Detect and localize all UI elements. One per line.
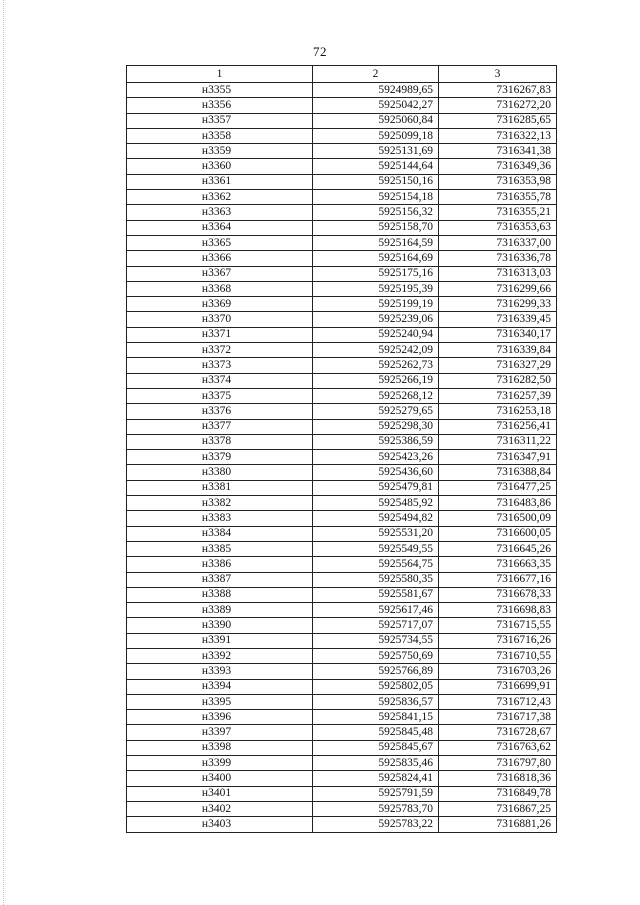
point-id-cell: н3363 — [127, 205, 313, 220]
table-row — [127, 98, 557, 113]
x-coordinate-cell: 5925581,67 — [313, 587, 439, 602]
x-coordinate-cell: 5925617,46 — [313, 603, 439, 618]
table-row — [127, 710, 557, 725]
table-row — [127, 404, 557, 419]
point-id-cell: н3379 — [127, 450, 313, 465]
point-id-cell: н3397 — [127, 725, 313, 740]
x-coordinate-cell: 5925824,41 — [313, 771, 439, 786]
point-id-cell: н3362 — [127, 190, 313, 205]
y-coordinate-cell: 7316341,38 — [439, 144, 557, 159]
table-row — [127, 618, 557, 633]
y-coordinate-cell: 7316867,25 — [439, 801, 557, 816]
x-coordinate-cell: 5925485,92 — [313, 496, 439, 511]
point-id-cell: н3388 — [127, 587, 313, 602]
x-coordinate-cell: 5925262,73 — [313, 358, 439, 373]
x-coordinate-cell: 5925150,16 — [313, 174, 439, 189]
y-coordinate-cell: 7316256,41 — [439, 419, 557, 434]
x-coordinate-cell: 5925239,06 — [313, 312, 439, 327]
x-coordinate-cell: 5925199,19 — [313, 297, 439, 312]
x-coordinate-cell: 5925835,46 — [313, 756, 439, 771]
point-id-cell: н3364 — [127, 220, 313, 235]
point-id-cell: н3382 — [127, 496, 313, 511]
table-row — [127, 235, 557, 250]
x-coordinate-cell: 5925099,18 — [313, 128, 439, 143]
table-row — [127, 419, 557, 434]
y-coordinate-cell: 7316337,00 — [439, 235, 557, 250]
point-id-cell: н3396 — [127, 710, 313, 725]
x-coordinate-cell: 5925734,55 — [313, 633, 439, 648]
table-row — [127, 771, 557, 786]
x-coordinate-cell: 5925580,35 — [313, 572, 439, 587]
header-col-1: 1 — [127, 66, 313, 83]
table-header — [127, 66, 557, 83]
y-coordinate-cell: 7316716,26 — [439, 633, 557, 648]
point-id-cell: н3395 — [127, 694, 313, 709]
scan-margin-line — [3, 0, 5, 905]
table-row — [127, 587, 557, 602]
y-coordinate-cell: 7316712,43 — [439, 694, 557, 709]
table-row — [127, 526, 557, 541]
table-row — [127, 756, 557, 771]
x-coordinate-cell: 5925268,12 — [313, 388, 439, 403]
x-coordinate-cell: 5925144,64 — [313, 159, 439, 174]
x-coordinate-cell: 5925158,70 — [313, 220, 439, 235]
x-coordinate-cell: 5925164,69 — [313, 251, 439, 266]
x-coordinate-cell: 5925195,39 — [313, 281, 439, 296]
y-coordinate-cell: 7316353,98 — [439, 174, 557, 189]
table-row — [127, 633, 557, 648]
x-coordinate-cell: 5925802,05 — [313, 679, 439, 694]
table-row — [127, 251, 557, 266]
y-coordinate-cell: 7316715,55 — [439, 618, 557, 633]
y-coordinate-cell: 7316818,36 — [439, 771, 557, 786]
y-coordinate-cell: 7316388,84 — [439, 465, 557, 480]
x-coordinate-cell: 5925836,57 — [313, 694, 439, 709]
y-coordinate-cell: 7316340,17 — [439, 327, 557, 342]
x-coordinate-cell: 5925783,22 — [313, 817, 439, 832]
x-coordinate-cell: 5925750,69 — [313, 648, 439, 663]
y-coordinate-cell: 7316797,80 — [439, 756, 557, 771]
table-row — [127, 373, 557, 388]
y-coordinate-cell: 7316336,78 — [439, 251, 557, 266]
table-row — [127, 450, 557, 465]
y-coordinate-cell: 7316703,26 — [439, 664, 557, 679]
x-coordinate-cell: 5925845,67 — [313, 740, 439, 755]
x-coordinate-cell: 5925841,15 — [313, 710, 439, 725]
y-coordinate-cell: 7316257,39 — [439, 388, 557, 403]
header-col-3: 3 — [439, 66, 557, 83]
point-id-cell: н3384 — [127, 526, 313, 541]
point-id-cell: н3369 — [127, 297, 313, 312]
y-coordinate-cell: 7316347,91 — [439, 450, 557, 465]
y-coordinate-cell: 7316678,33 — [439, 587, 557, 602]
x-coordinate-cell: 5925386,59 — [313, 434, 439, 449]
table-row — [127, 190, 557, 205]
x-coordinate-cell: 5925766,89 — [313, 664, 439, 679]
table-row — [127, 83, 557, 98]
y-coordinate-cell: 7316267,83 — [439, 83, 557, 98]
table-row — [127, 603, 557, 618]
x-coordinate-cell: 5925423,26 — [313, 450, 439, 465]
table-row — [127, 511, 557, 526]
x-coordinate-cell: 5925164,59 — [313, 235, 439, 250]
point-id-cell: н3376 — [127, 404, 313, 419]
point-id-cell: н3393 — [127, 664, 313, 679]
point-id-cell: н3358 — [127, 128, 313, 143]
y-coordinate-cell: 7316728,67 — [439, 725, 557, 740]
point-id-cell: н3368 — [127, 281, 313, 296]
y-coordinate-cell: 7316272,20 — [439, 98, 557, 113]
page-number: 72 — [313, 44, 327, 59]
table-row — [127, 266, 557, 281]
point-id-cell: н3377 — [127, 419, 313, 434]
table-row — [127, 801, 557, 816]
y-coordinate-cell: 7316710,55 — [439, 648, 557, 663]
x-coordinate-cell: 5925042,27 — [313, 98, 439, 113]
table-row — [127, 388, 557, 403]
y-coordinate-cell: 7316355,21 — [439, 205, 557, 220]
header-row — [127, 66, 557, 83]
table-row — [127, 740, 557, 755]
table-row — [127, 541, 557, 556]
x-coordinate-cell: 5925131,69 — [313, 144, 439, 159]
y-coordinate-cell: 7316483,86 — [439, 496, 557, 511]
table-row — [127, 144, 557, 159]
point-id-cell: н3356 — [127, 98, 313, 113]
x-coordinate-cell: 5925783,70 — [313, 801, 439, 816]
point-id-cell: н3387 — [127, 572, 313, 587]
point-id-cell: н3357 — [127, 113, 313, 128]
x-coordinate-cell: 5925564,75 — [313, 557, 439, 572]
point-id-cell: н3390 — [127, 618, 313, 633]
point-id-cell: н3372 — [127, 343, 313, 358]
point-id-cell: н3391 — [127, 633, 313, 648]
point-id-cell: н3360 — [127, 159, 313, 174]
y-coordinate-cell: 7316849,78 — [439, 786, 557, 801]
point-id-cell: н3367 — [127, 266, 313, 281]
table-row — [127, 817, 557, 832]
point-id-cell: н3402 — [127, 801, 313, 816]
y-coordinate-cell: 7316717,38 — [439, 710, 557, 725]
point-id-cell: н3365 — [127, 235, 313, 250]
x-coordinate-cell: 5925266,19 — [313, 373, 439, 388]
table-row — [127, 694, 557, 709]
point-id-cell: н3370 — [127, 312, 313, 327]
point-id-cell: н3378 — [127, 434, 313, 449]
x-coordinate-cell: 5925154,18 — [313, 190, 439, 205]
y-coordinate-cell: 7316881,26 — [439, 817, 557, 832]
point-id-cell: н3400 — [127, 771, 313, 786]
y-coordinate-cell: 7316285,65 — [439, 113, 557, 128]
y-coordinate-cell: 7316349,36 — [439, 159, 557, 174]
table-row — [127, 327, 557, 342]
x-coordinate-cell: 5925436,60 — [313, 465, 439, 480]
x-coordinate-cell: 5925717,07 — [313, 618, 439, 633]
y-coordinate-cell: 7316500,09 — [439, 511, 557, 526]
y-coordinate-cell: 7316477,25 — [439, 480, 557, 495]
table-row — [127, 434, 557, 449]
table-row — [127, 358, 557, 373]
table-row — [127, 648, 557, 663]
x-coordinate-cell: 5925549,55 — [313, 541, 439, 556]
y-coordinate-cell: 7316339,84 — [439, 343, 557, 358]
point-id-cell: н3380 — [127, 465, 313, 480]
table-row — [127, 557, 557, 572]
y-coordinate-cell: 7316600,05 — [439, 526, 557, 541]
y-coordinate-cell: 7316313,03 — [439, 266, 557, 281]
table-row — [127, 205, 557, 220]
point-id-cell: н3355 — [127, 83, 313, 98]
table-row — [127, 297, 557, 312]
y-coordinate-cell: 7316698,83 — [439, 603, 557, 618]
y-coordinate-cell: 7316339,45 — [439, 312, 557, 327]
table-row — [127, 220, 557, 235]
x-coordinate-cell: 5925531,20 — [313, 526, 439, 541]
table-row — [127, 174, 557, 189]
y-coordinate-cell: 7316663,35 — [439, 557, 557, 572]
point-id-cell: н3389 — [127, 603, 313, 618]
y-coordinate-cell: 7316311,22 — [439, 434, 557, 449]
x-coordinate-cell: 5925175,16 — [313, 266, 439, 281]
y-coordinate-cell: 7316645,26 — [439, 541, 557, 556]
table-row — [127, 664, 557, 679]
x-coordinate-cell: 5925240,94 — [313, 327, 439, 342]
y-coordinate-cell: 7316677,16 — [439, 572, 557, 587]
x-coordinate-cell: 5925242,09 — [313, 343, 439, 358]
y-coordinate-cell: 7316299,33 — [439, 297, 557, 312]
x-coordinate-cell: 5924989,65 — [313, 83, 439, 98]
y-coordinate-cell: 7316763,62 — [439, 740, 557, 755]
table-row — [127, 113, 557, 128]
point-id-cell: н3403 — [127, 817, 313, 832]
table-row — [127, 496, 557, 511]
table-row — [127, 465, 557, 480]
table-row — [127, 786, 557, 801]
x-coordinate-cell: 5925479,81 — [313, 480, 439, 495]
table-row — [127, 572, 557, 587]
table-row — [127, 480, 557, 495]
point-id-cell: н3361 — [127, 174, 313, 189]
point-id-cell: н3392 — [127, 648, 313, 663]
y-coordinate-cell: 7316299,66 — [439, 281, 557, 296]
y-coordinate-cell: 7316282,50 — [439, 373, 557, 388]
y-coordinate-cell: 7316355,78 — [439, 190, 557, 205]
y-coordinate-cell: 7316253,18 — [439, 404, 557, 419]
point-id-cell: н3375 — [127, 388, 313, 403]
point-id-cell: н3371 — [127, 327, 313, 342]
point-id-cell: н3359 — [127, 144, 313, 159]
table-row — [127, 343, 557, 358]
table-row — [127, 679, 557, 694]
point-id-cell: н3386 — [127, 557, 313, 572]
coordinates-table — [126, 65, 557, 833]
point-id-cell: н3394 — [127, 679, 313, 694]
point-id-cell: н3401 — [127, 786, 313, 801]
point-id-cell: н3374 — [127, 373, 313, 388]
y-coordinate-cell: 7316699,91 — [439, 679, 557, 694]
table-row — [127, 159, 557, 174]
point-id-cell: н3373 — [127, 358, 313, 373]
x-coordinate-cell: 5925791,59 — [313, 786, 439, 801]
point-id-cell: н3399 — [127, 756, 313, 771]
header-col-2: 2 — [313, 66, 439, 83]
x-coordinate-cell: 5925494,82 — [313, 511, 439, 526]
point-id-cell: н3385 — [127, 541, 313, 556]
y-coordinate-cell: 7316327,29 — [439, 358, 557, 373]
x-coordinate-cell: 5925279,65 — [313, 404, 439, 419]
x-coordinate-cell: 5925845,48 — [313, 725, 439, 740]
point-id-cell: н3398 — [127, 740, 313, 755]
table-row — [127, 312, 557, 327]
table-row — [127, 281, 557, 296]
y-coordinate-cell: 7316322,13 — [439, 128, 557, 143]
x-coordinate-cell: 5925156,32 — [313, 205, 439, 220]
table-body — [127, 83, 557, 833]
point-id-cell: н3366 — [127, 251, 313, 266]
point-id-cell: н3383 — [127, 511, 313, 526]
table-row — [127, 725, 557, 740]
x-coordinate-cell: 5925298,30 — [313, 419, 439, 434]
point-id-cell: н3381 — [127, 480, 313, 495]
table-row — [127, 128, 557, 143]
y-coordinate-cell: 7316353,63 — [439, 220, 557, 235]
x-coordinate-cell: 5925060,84 — [313, 113, 439, 128]
